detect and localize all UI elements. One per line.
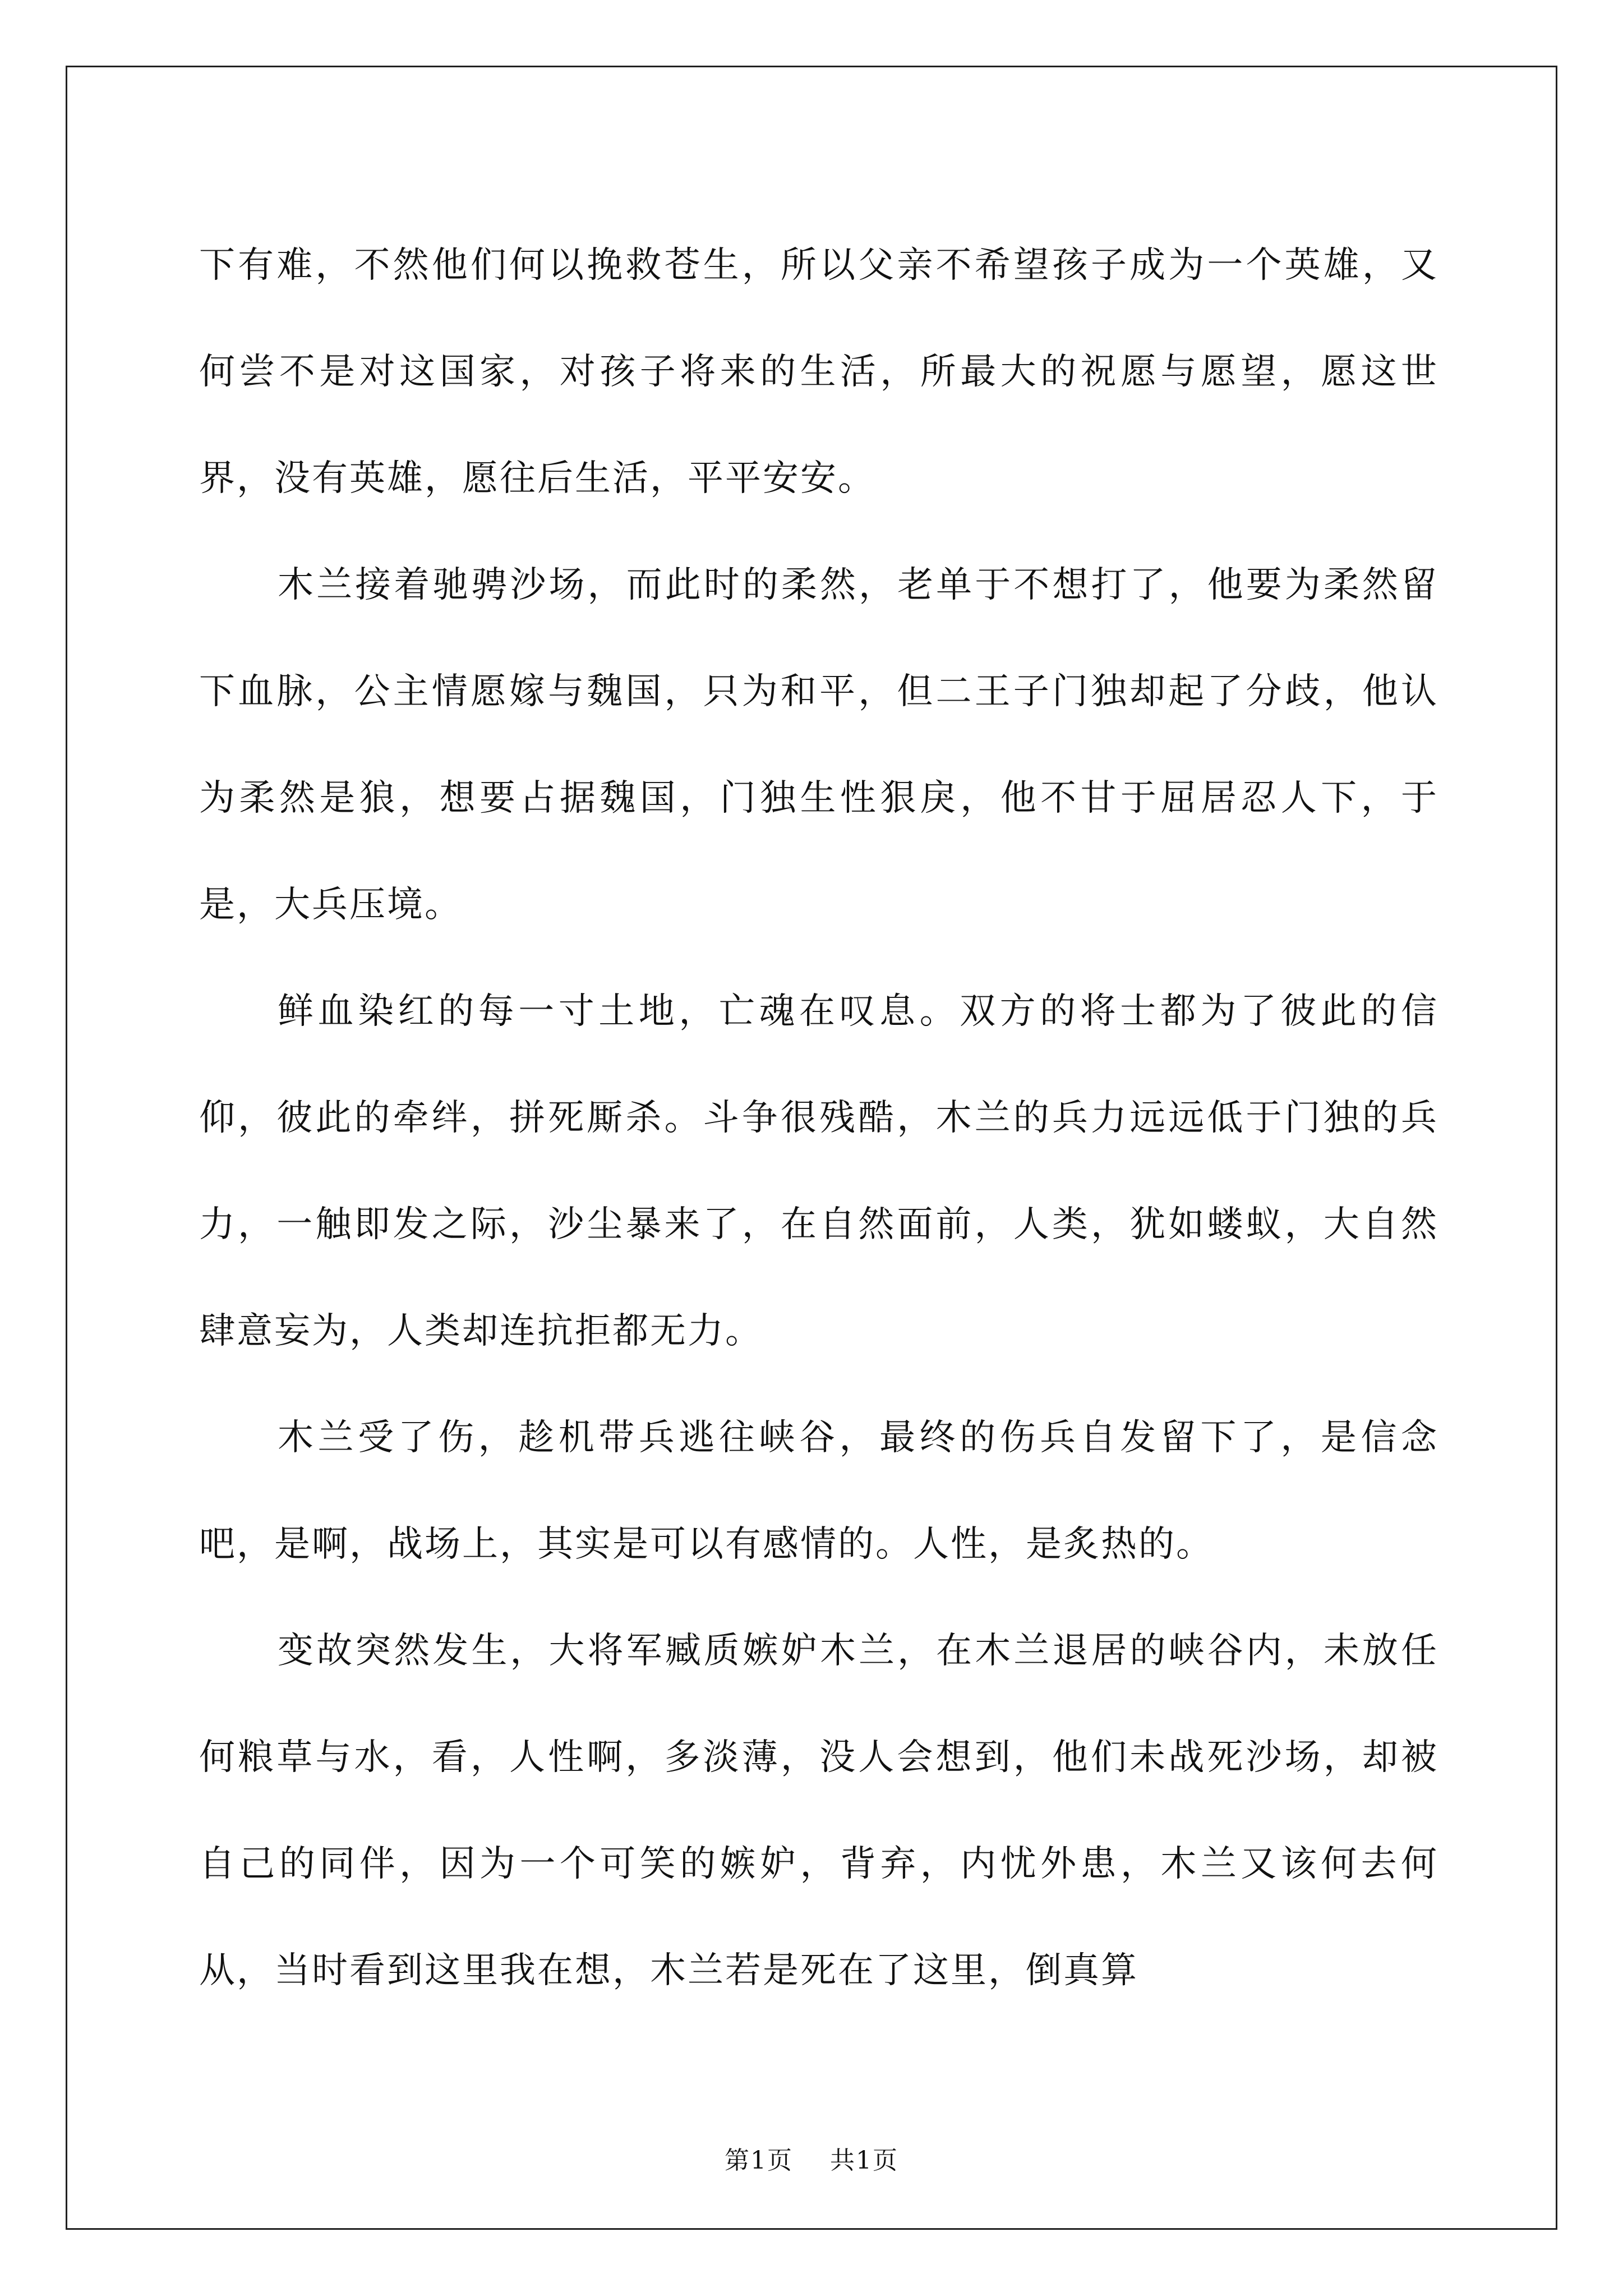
page-number: 第1页 xyxy=(725,2146,793,2175)
page-total: 共1页 xyxy=(830,2146,898,2175)
paragraph-4: 木兰受了伤，趁机带兵逃往峡谷，最终的伤兵自发留下了，是信念吧，是啊，战场上，其实是可以有感情的。人性，是炙热的。 xyxy=(199,1417,1438,1565)
paragraph-2: 木兰接着驰骋沙场，而此时的柔然，老单于不想打了，他要为柔然留下血脉，公主情愿嫁与魏国，只为和平，但二王子门独却起了分歧，他认为柔然是狼，想要占据魏国，门独生性狠戾，他不甘于屈居忍人下，于是，大兵压境。 xyxy=(199,564,1438,926)
paragraph-3: 鲜血染红的每一寸土地，亡魂在叹息。双方的将士都为了彼此的信仰，彼此的牵绊，拼死厮杀。斗争很残酷，木兰的兵力远远低于门独的兵力，一触即发之际，沙尘暴来了，在自然面前，人类，犹如蝼蚁，大自然肆意妄为，人类却连抗拒都无力。 xyxy=(199,991,1438,1352)
paragraph-5: 变故突然发生，大将军臧质嫉妒木兰，在木兰退居的峡谷内，未放任何粮草与水，看，人性啊，多淡薄，没人会想到，他们未战死沙场，却被自己的同伴，因为一个可笑的嫉妒，背弃，内忧外患，木兰又该何去何从，当时看到这里我在想，木兰若是死在了这里，倒真算 xyxy=(199,1630,1438,1991)
page-footer xyxy=(0,2140,1623,2176)
document-body xyxy=(199,212,1438,2024)
paragraph-1: 下有难，不然他们何以挽救苍生，所以父亲不希望孩子成为一个英雄，又何尝不是对这国家，对孩子将来的生活，所最大的祝愿与愿望，愿这世界，没有英雄，愿往后生活，平平安安。 xyxy=(199,245,1438,499)
